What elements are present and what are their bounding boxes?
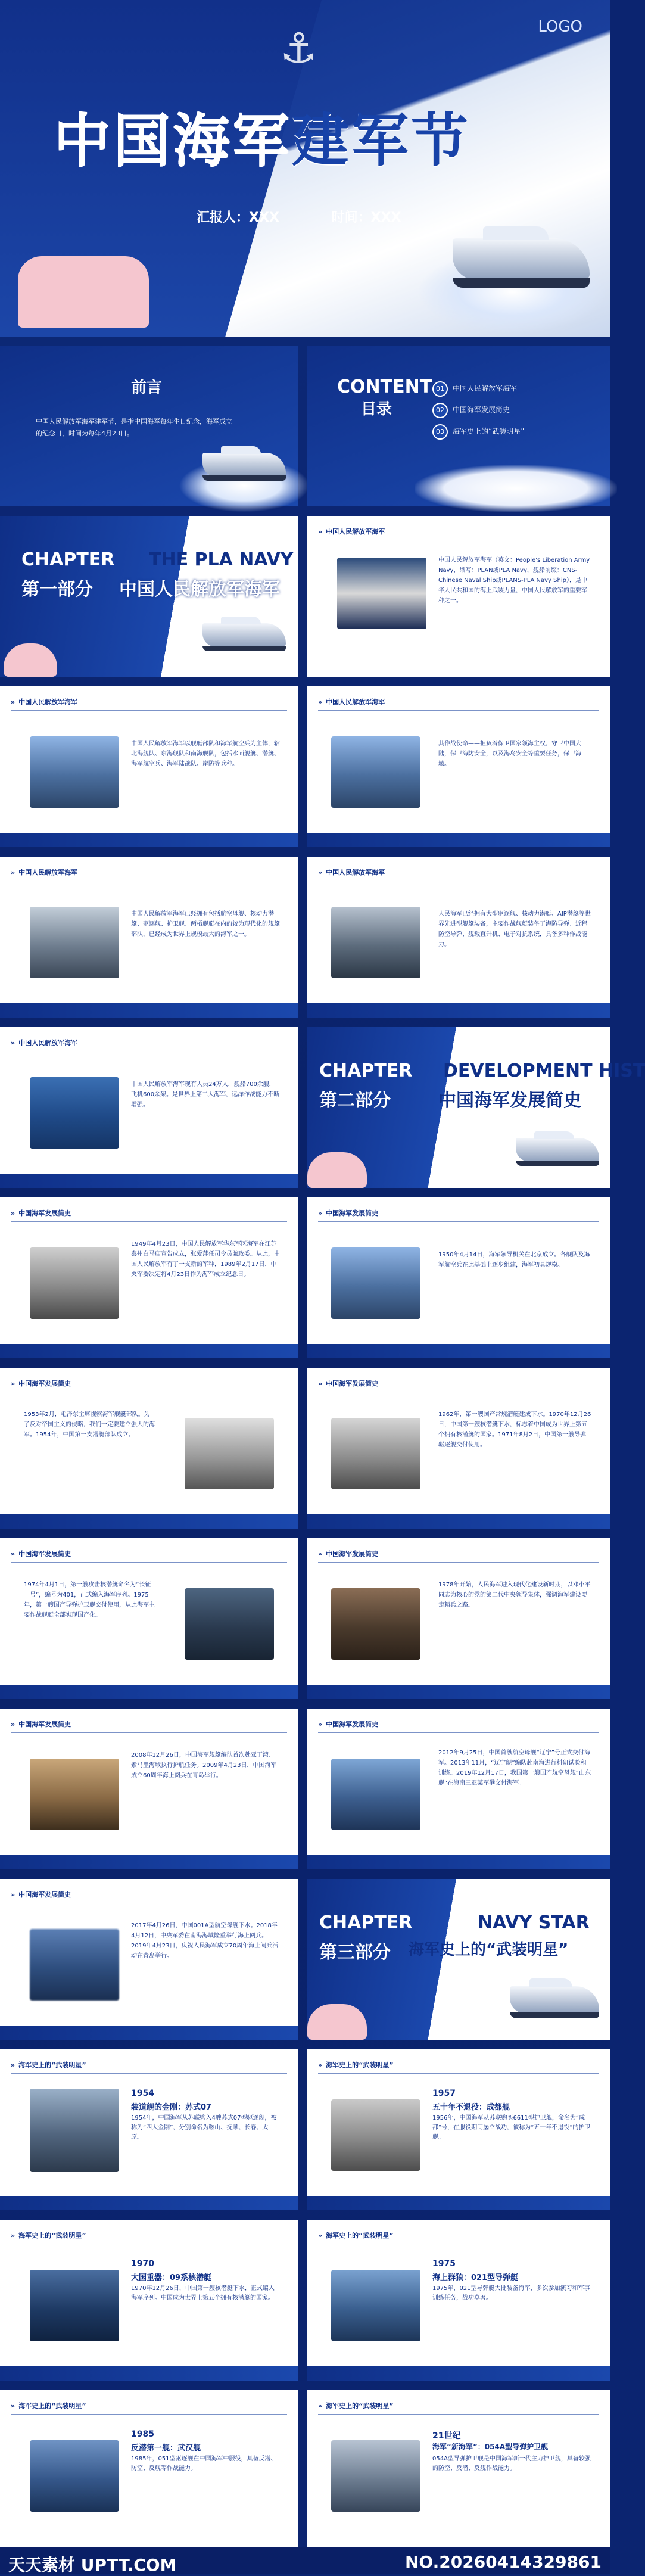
toc-item-1[interactable] bbox=[432, 381, 517, 397]
preface-slide bbox=[0, 346, 298, 506]
star-year: 1985 bbox=[131, 2429, 154, 2439]
star-title: 海军“新海军”：054A型导弹护卫舰 bbox=[432, 2443, 549, 2451]
header-divider bbox=[318, 1562, 599, 1563]
salute-silhouette bbox=[4, 643, 57, 677]
fleet-formation-photo bbox=[30, 1077, 119, 1149]
toc-label: 中国海军发展简史 bbox=[453, 406, 510, 414]
star-year: 1970 bbox=[131, 2259, 154, 2269]
history-slide-2 bbox=[307, 1197, 610, 1358]
slide-header: » 中国海军发展简史 bbox=[318, 1719, 378, 1729]
slide-footer bbox=[307, 1344, 610, 1358]
watermark-left: 天天素材 UPTT.COM bbox=[8, 2555, 177, 2575]
slide-footer bbox=[0, 1003, 298, 1018]
slide-footer bbox=[307, 1685, 610, 1699]
history-slide-9 bbox=[0, 1879, 298, 2040]
slide-text: 1949年4月23日，中国人民解放军华东军区海军在江苏泰州白马庙宣告成立，张爱萍任司令员兼政委。从此，中国人民解放军有了一支新的军种，1989年2月17日，中央军委决定将4月23日作为海军成立纪念日。 bbox=[131, 1241, 280, 1278]
slide-header: » 中国人民解放军海军 bbox=[318, 527, 385, 536]
slide-header: » 中国人民解放军海军 bbox=[318, 697, 385, 707]
slide-header: » 中国海军发展简史 bbox=[318, 1379, 378, 1388]
slide-footer bbox=[0, 1855, 298, 1869]
slide-text: 中国人民解放军海军（英文：People's Liberation Army Navy，缩写：PLAN或PLA Navy，舰船前缀：CNS-Chinese Naval Ship或PLANS-PLA Navy Ship），是中华人民共和国的海上武装力量，中国人民解放军的重要军种之一。 bbox=[438, 557, 590, 604]
header-divider bbox=[318, 2073, 599, 2074]
slide-header: » 中国海军发展简史 bbox=[11, 1379, 71, 1388]
missile-boat-photo bbox=[331, 2270, 420, 2341]
contents-title-en: CONTENT bbox=[337, 377, 432, 397]
slide-header: » 海军史上的“武装明星” bbox=[11, 2060, 86, 2070]
star-year: 1954 bbox=[131, 2089, 154, 2098]
watermark-right: NO.20260414329861 bbox=[404, 2552, 602, 2572]
slide-text: 中国人民解放军海军现有人员24万人，舰船700余艘，飞机600余架。是世界上第二大海军，远洋作战能力不断增强。 bbox=[131, 1081, 280, 1108]
chapter3-en-left: CHAPTER bbox=[319, 1912, 413, 1933]
cover-title-left: 中国海军 bbox=[54, 107, 292, 174]
cover-title-right: 建军节 bbox=[292, 107, 470, 174]
slide-text: 2008年12月26日，中国海军舰艇编队首次赴亚丁湾、索马里海域执行护航任务。2009年4月23日，中国海军成立60周年海上阅兵在青岛举行。 bbox=[131, 1752, 277, 1779]
slide-header: » 海军史上的“武装明星” bbox=[318, 2060, 394, 2070]
header-divider bbox=[11, 2073, 287, 2074]
header-divider bbox=[11, 2414, 287, 2415]
contents-title-cn: 目录 bbox=[361, 400, 392, 418]
warship-photo bbox=[331, 907, 420, 978]
slide-text: 人民海军已经拥有大型驱逐舰、核动力潜艇、AIP潜艇等世界先进型舰艇装备，主要作战舰艇装备了海防导弹、近程防空导弹、舰载直升机、电子对抗系统，具备多种作战能力。 bbox=[438, 911, 591, 948]
slide-header: » 中国人民解放军海军 bbox=[11, 867, 77, 877]
slide-footer bbox=[0, 1174, 298, 1188]
toc-number: 03 bbox=[432, 424, 448, 440]
star-slide-2 bbox=[307, 2049, 610, 2210]
toc-item-2[interactable] bbox=[432, 403, 510, 418]
submarine-photo bbox=[30, 2270, 119, 2341]
slide-header: » 中国海军发展简史 bbox=[11, 1549, 71, 1558]
star-slide-4 bbox=[307, 2220, 610, 2381]
slide-header: » 海军史上的“武装明星” bbox=[318, 2230, 394, 2240]
star-body: 1956年，中国海军从苏联购买6611型护卫舰，命名为“成都”号，在服役期间屡立战功，被称为“五十年不退役”的护卫舰。 bbox=[432, 2115, 591, 2141]
header-divider bbox=[11, 1562, 287, 1563]
preface-title: 前言 bbox=[131, 379, 163, 397]
slide-footer bbox=[307, 1003, 610, 1018]
destroyer-photo bbox=[30, 2089, 119, 2172]
chapter3-title: 海军史上的“武装明星” bbox=[409, 1941, 569, 1959]
portrait-photo bbox=[331, 1588, 420, 1660]
slide-text: 1978年开始，人民海军进入现代化建设新时期，以邓小平同志为核心的党的第二代中央领导集体，强调海军建设要走精兵之路。 bbox=[438, 1582, 591, 1609]
slide-footer bbox=[0, 2026, 298, 2040]
slide-header: » 中国人民解放军海军 bbox=[11, 1038, 77, 1047]
salute-silhouette bbox=[307, 2004, 367, 2040]
header-divider bbox=[11, 1732, 287, 1733]
wave-splash bbox=[415, 465, 617, 512]
star-title: 大国重器：09系核潜艇 bbox=[131, 2273, 212, 2282]
anchor-icon: ⚓ bbox=[280, 24, 317, 73]
slide-footer bbox=[307, 2196, 610, 2210]
star-slide-6 bbox=[307, 2390, 610, 2547]
star-slide-5 bbox=[0, 2390, 298, 2547]
salute-silhouette bbox=[307, 1152, 367, 1188]
history-slide-1 bbox=[0, 1197, 298, 1358]
fleet-photo bbox=[331, 736, 420, 808]
pla-slide-2 bbox=[0, 686, 298, 847]
slide-header: » 中国海军发展简史 bbox=[318, 1549, 378, 1558]
slide-footer bbox=[0, 1344, 298, 1358]
slide-header: » 中国海军发展简史 bbox=[11, 1208, 71, 1218]
star-year: 1957 bbox=[432, 2089, 456, 2098]
history-slide-3 bbox=[0, 1368, 298, 1529]
carrier-photo bbox=[30, 907, 119, 978]
toc-item-3[interactable] bbox=[432, 424, 524, 440]
star-body: 1985年，051型驱逐舰在中国海军中服役，具备反潜、防空、反舰等作战能力。 bbox=[131, 2456, 277, 2472]
contents-slide bbox=[307, 346, 610, 506]
logo: LOGO bbox=[538, 18, 582, 36]
star-slide-3 bbox=[0, 2220, 298, 2381]
star-year: 21世纪 bbox=[432, 2431, 461, 2441]
cover-meta bbox=[197, 207, 448, 226]
toc-label: 海军史上的“武装明星” bbox=[453, 427, 525, 435]
star-title: 反潜第一舰：武汉舰 bbox=[131, 2444, 201, 2453]
blurred-ship-photo bbox=[30, 1929, 119, 2001]
star-year: 1975 bbox=[432, 2259, 456, 2269]
salute-silhouette bbox=[18, 256, 149, 328]
historic-photo bbox=[185, 1418, 274, 1489]
chapter2-en-left: CHAPTER bbox=[319, 1060, 413, 1081]
star-title: 海上群狼：021型导弹艇 bbox=[432, 2273, 519, 2282]
pla-intro-slide bbox=[307, 516, 610, 677]
reporter-label: 汇报人：XXX bbox=[197, 210, 279, 225]
pla-slide-4 bbox=[0, 857, 298, 1018]
star-slide-1 bbox=[0, 2049, 298, 2210]
frigate-photo bbox=[331, 2099, 420, 2171]
toc-label: 中国人民解放军海军 bbox=[453, 384, 518, 393]
slide-text: 中国人民解放军海军已经拥有包括航空母舰、核动力潜艇、驱逐舰、护卫舰、两栖舰艇在内的较为现代化的舰艇部队，已经成为世界上规模最大的海军之一。 bbox=[131, 911, 280, 938]
star-title: 五十年不退役：成都舰 bbox=[432, 2103, 510, 2112]
slide-header: » 中国人民解放军海军 bbox=[11, 697, 77, 707]
chapter2-en-right: DEVELOPMENT HIST bbox=[443, 1060, 645, 1081]
slide-text: 其作战使命——担负着保卫国家领海主权，守卫中国大陆，保卫海防安全，以及海岛安全等重要任务，保卫海域。 bbox=[438, 741, 581, 767]
pla-slide-3 bbox=[307, 686, 610, 847]
history-slide-5 bbox=[0, 1538, 298, 1699]
cover-title bbox=[54, 95, 470, 177]
slide-footer bbox=[307, 1855, 610, 1869]
escort-photo bbox=[30, 1759, 119, 1830]
ship-image bbox=[510, 1986, 599, 2014]
slide-text: 1953年2月，毛泽东主席视察海军舰艇部队。为了反对帝国主义的侵略，我们一定要建立强大的海军。1954年，中国第一支潜艇部队成立。 bbox=[24, 1411, 155, 1438]
historic-photo bbox=[30, 1247, 119, 1319]
pla-slide-6 bbox=[0, 1027, 298, 1188]
slide-footer bbox=[0, 833, 298, 847]
submarine-photo bbox=[331, 1418, 420, 1489]
header-divider bbox=[11, 710, 287, 711]
toc-number: 01 bbox=[432, 381, 448, 397]
history-slide-8 bbox=[307, 1709, 610, 1869]
chapter1-en-left: CHAPTER bbox=[21, 549, 115, 570]
chapter2-title: 中国海军发展简史 bbox=[438, 1090, 581, 1111]
chapter3-slide bbox=[307, 1879, 610, 2040]
destroyer-photo bbox=[30, 2440, 119, 2512]
ship-image bbox=[516, 1138, 599, 1162]
slide-header: » 中国海军发展简史 bbox=[318, 1208, 378, 1218]
slide-header: » 中国人民解放军海军 bbox=[318, 867, 385, 877]
pla-slide-5 bbox=[307, 857, 610, 1018]
chapter1-title: 中国人民解放军海军 bbox=[119, 579, 280, 600]
slide-text: 1974年4月1日，第一艘攻击核潜艇命名为“长征一号”，编号为401，正式编入海军序列。1975年，第一艘国产导弹护卫舰交付使用，从此海军主要作战舰艇全部实现国产化。 bbox=[24, 1582, 155, 1619]
star-body: 054A型导弹护卫舰是中国海军新一代主力护卫舰，具备较强的防空、反潜、反舰作战能力。 bbox=[432, 2456, 591, 2472]
star-body: 1954年，中国海军从苏联购入4艘苏式07型驱逐舰，被称为“四大金刚”，分别命名为鞍山、抚顺、长春、太原。 bbox=[131, 2115, 277, 2141]
slide-text: 1950年4月14日，海军领导机关在北京成立。各舰队及海军航空兵在此基础上逐步组建，海军初具规模。 bbox=[438, 1252, 590, 1268]
ship-image bbox=[202, 453, 286, 477]
cover-slide bbox=[0, 0, 610, 337]
carrier-photo bbox=[331, 1759, 420, 1830]
slide-footer bbox=[307, 2366, 610, 2381]
history-slide-7 bbox=[0, 1709, 298, 1869]
star-body: 1970年12月26日，中国第一艘核潜艇下水，正式编入海军序列。中国成为世界上第五个拥有核潜艇的国家。 bbox=[131, 2285, 275, 2301]
slide-footer bbox=[307, 1514, 610, 1529]
slide-footer bbox=[0, 1685, 298, 1699]
toc-number: 02 bbox=[432, 403, 448, 418]
chapter3-en-right: NAVY STAR bbox=[478, 1912, 590, 1933]
frigate-photo bbox=[331, 2440, 420, 2512]
slide-footer bbox=[0, 2196, 298, 2210]
time-label: 时间：XXX bbox=[331, 210, 401, 225]
slide-header: » 海军史上的“武装明星” bbox=[11, 2401, 86, 2410]
slide-text: 1962年，第一艘国产常规潜艇建成下水。1970年12月26日，中国第一艘核潜艇下水，标志着中国成为世界上第五个拥有核潜艇的国家。1971年8月2日，中国第一艘导弹驱逐舰交付使用。 bbox=[438, 1411, 591, 1448]
chapter1-part: 第一部分 bbox=[21, 579, 93, 600]
slide-text: 2017年4月26日，中国001A型航空母舰下水。2018年4月12日，中央军委在南海海域隆重举行海上阅兵。2019年4月23日，庆祝人民海军成立70周年海上阅兵活动在青岛举行。 bbox=[131, 1922, 279, 1959]
header-divider bbox=[318, 2414, 599, 2415]
star-body: 1975年，021型导弹艇大批装备海军，多次参加演习和军事训练任务，战功卓著。 bbox=[432, 2285, 590, 2301]
fleet-photo bbox=[331, 1247, 420, 1319]
header-divider bbox=[318, 710, 599, 711]
helicopter-photo bbox=[30, 736, 119, 808]
slide-header: » 中国海军发展简史 bbox=[11, 1719, 71, 1729]
ship-image bbox=[202, 623, 286, 647]
slide-header: » 海军史上的“武装明星” bbox=[318, 2401, 394, 2410]
chapter1-slide bbox=[0, 516, 298, 677]
history-slide-4 bbox=[307, 1368, 610, 1529]
slide-footer bbox=[0, 2366, 298, 2381]
slide-footer bbox=[307, 833, 610, 847]
sailors-photo bbox=[337, 558, 426, 629]
chapter3-part: 第三部分 bbox=[319, 1942, 391, 1963]
slide-footer bbox=[0, 1514, 298, 1529]
chapter2-part: 第二部分 bbox=[319, 1090, 391, 1111]
header-divider bbox=[318, 1732, 599, 1733]
chapter1-en-right: THE PLA NAVY bbox=[149, 549, 294, 570]
cruise-ship-image bbox=[453, 238, 590, 280]
header-divider bbox=[11, 1221, 287, 1222]
header-divider bbox=[318, 1221, 599, 1222]
slide-text: 中国人民解放军海军以舰艇部队和海军航空兵为主体，辖北海舰队、东海舰队和南海舰队，包括水面舰艇、潜艇、海军航空兵、海军陆战队、岸防等兵种。 bbox=[131, 741, 280, 767]
submarine-photo bbox=[185, 1588, 274, 1660]
preface-body: 中国人民解放军海军建军节，是指中国海军每年生日纪念，海军成立的纪念日，时间为每年4月23日。 bbox=[36, 418, 232, 437]
slide-text: 2012年9月25日，中国首艘航空母舰“辽宁”号正式交付海军。2013年11月，“辽宁舰”编队赴南海进行科研试验和训练。2019年12月17日，我国第一艘国产航空母舰“山东舰”在海南三亚某军港交付海军。 bbox=[438, 1750, 591, 1787]
slide-header: » 海军史上的“武装明星” bbox=[11, 2230, 86, 2240]
star-title: 装道舰的金刚：苏式07 bbox=[131, 2103, 212, 2112]
chapter2-slide bbox=[307, 1027, 645, 1188]
slide-header: » 中国海军发展简史 bbox=[11, 1890, 71, 1899]
history-slide-6 bbox=[307, 1538, 610, 1699]
